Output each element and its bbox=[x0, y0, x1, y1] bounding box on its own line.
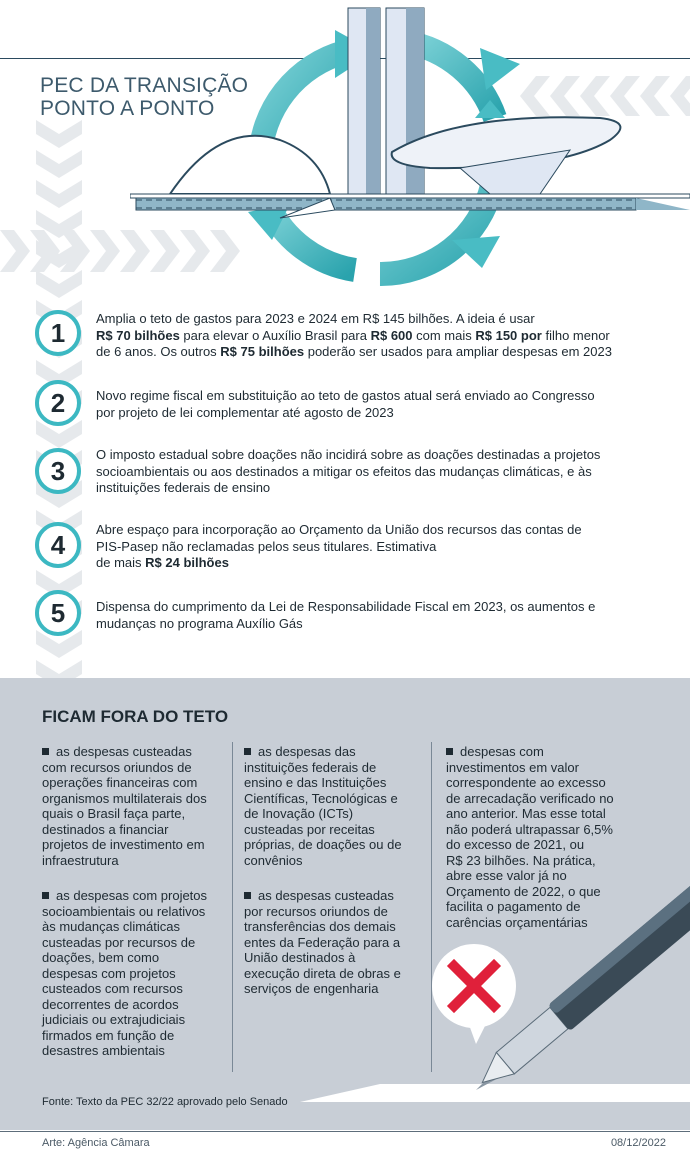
credit-text: Arte: Agência Câmara bbox=[42, 1137, 150, 1149]
item-text-line: socioambientais ou aos destinados a mitigar os efeitos das mudanças climáticas, e às bbox=[96, 463, 592, 479]
source-note: Fonte: Texto da PEC 32/22 aprovado pelo Senado bbox=[42, 1096, 288, 1108]
date-text: 08/12/2022 bbox=[610, 1137, 666, 1149]
item-text-line: Abre espaço para incorporação ao Orçamento da União dos recursos das contas de bbox=[96, 522, 582, 537]
item-text bbox=[96, 599, 656, 632]
panel-bullet: despesas com investimentos em valor correspondente ao excesso de arrecadação verificado no ano anterior. Mas esse total não poderá ultrapassar 6,5% do excesso de 2021, ou R$ 23 bilhões. Na prática, abre esse valor já no Orçamento de 2022, o que facilita o pagamento de carências orçamentárias bbox=[446, 744, 614, 930]
item-text-line: Novo regime fiscal em substituição ao teto de gastos atual será enviado ao Congresso bbox=[96, 388, 595, 403]
panel-bullet: as despesas das instituições federais de ensino e das Instituições Científicas, Tecnológicas e de Inovação (ICTs) custeadas por receitas próprias, de doações ou de convênios bbox=[244, 744, 402, 868]
page-title-line2: PONTO A PONTO bbox=[40, 97, 215, 120]
item-text-line: Dispensa do cumprimento da Lei de Responsabilidade Fiscal em 2023, os aumentos e bbox=[96, 599, 596, 614]
panel-bullet: as despesas custeadas com recursos oriundos de operações financeiras com organismos multilaterais dos quais o Brasil faça parte, destinados a financiar projetos de investimento em infraestrutura bbox=[42, 744, 207, 868]
panel-bullet: as despesas custeadas por recursos oriundos de transferências dos demais entes da Federação para a União destinados à execução direta de obras e serviços de engenharia bbox=[244, 888, 401, 996]
bullet-square-icon bbox=[42, 892, 49, 899]
item-text-line: de 6 anos. Os outros R$ 75 bilhões poderão ser usados para ampliar despesas em 2023 bbox=[96, 344, 612, 359]
item-text-line: R$ 70 bilhões para elevar o Auxílio Brasil para R$ 600 com mais R$ 150 por filho menor bbox=[96, 327, 610, 343]
fountain-pen-icon bbox=[300, 860, 690, 1110]
bullet-square-icon bbox=[244, 748, 251, 755]
number-badge: 5 bbox=[35, 590, 81, 636]
panel-title: FICAM FORA DO TETO bbox=[42, 707, 229, 726]
item-text-line: instituições federais de ensino bbox=[96, 480, 271, 495]
item-text-line: por projeto de lei complementar até agosto de 2023 bbox=[96, 404, 394, 420]
number-badge: 4 bbox=[35, 522, 81, 568]
number-badge: 2 bbox=[35, 380, 81, 426]
footer-rule bbox=[0, 1131, 690, 1132]
congress-building-with-cycle-arrows-icon bbox=[130, 0, 690, 300]
item-text bbox=[96, 388, 656, 421]
bullet-square-icon bbox=[42, 748, 49, 755]
item-text bbox=[96, 522, 656, 572]
item-text-line: mudanças no programa Auxílio Gás bbox=[96, 615, 303, 631]
panel-column-1 bbox=[42, 744, 228, 1079]
column-divider bbox=[232, 742, 233, 1072]
item-text-line: de mais R$ 24 bilhões bbox=[96, 555, 229, 570]
bullet-square-icon bbox=[446, 748, 453, 755]
number-badge: 1 bbox=[35, 310, 81, 356]
item-text-line: PIS-Pasep não reclamadas pelos seus titulares. Estimativa bbox=[96, 538, 437, 554]
panel-bullet: as despesas com projetos socioambientais ou relativos às mudanças climáticas custeadas por recursos de doações, bem como despesas com projetos custeados com recursos decorrentes de acordos judiciais ou extrajudiciais firmados em função de desastres ambientais bbox=[42, 888, 208, 1058]
item-text-line: O imposto estadual sobre doações não incidirá sobre as doações destinadas a projetos bbox=[96, 447, 601, 462]
item-text-line: Amplia o teto de gastos para 2023 e 2024 em R$ 145 bilhões. A ideia é usar bbox=[96, 311, 535, 326]
page-title-line1: PEC DA TRANSIÇÃO bbox=[40, 74, 249, 97]
item-text bbox=[96, 447, 656, 497]
item-text bbox=[96, 311, 656, 361]
bullet-square-icon bbox=[244, 892, 251, 899]
number-badge: 3 bbox=[35, 448, 81, 494]
